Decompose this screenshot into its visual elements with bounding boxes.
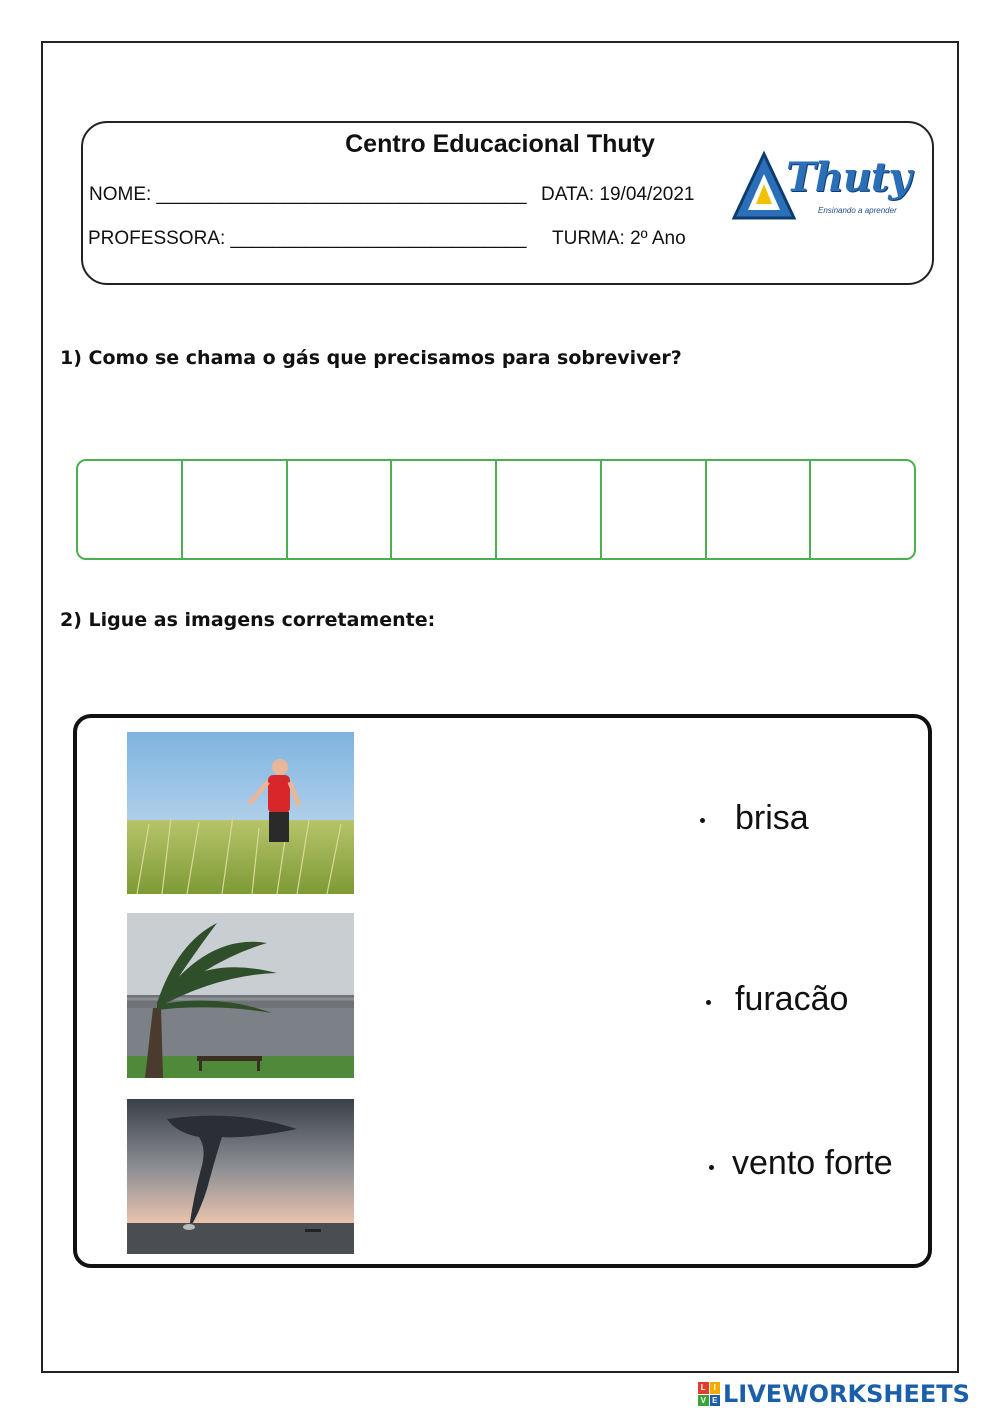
question-1: 1) Como se chama o gás que precisamos para sobreviver? [60, 347, 682, 369]
bullet-dot-icon [706, 1000, 711, 1005]
word-furacao[interactable]: furacão [735, 980, 849, 1018]
liveworksheets-badge-icon: L I V E [698, 1382, 720, 1406]
footer-brand: LIVEWORKSHEETS [723, 1380, 970, 1408]
liveworksheets-logo [698, 1380, 970, 1408]
answer-box-5[interactable] [497, 461, 602, 558]
answer-box-4[interactable] [392, 461, 497, 558]
bullet-dot-icon [700, 818, 705, 823]
tornado-photo[interactable] [127, 1099, 354, 1254]
man-in-breeze-photo[interactable] [127, 732, 354, 894]
logo-tagline: Ensinando a aprender [818, 206, 897, 215]
logo-brand: Thuty [786, 154, 911, 201]
nome-field: NOME: ___________________________________ [89, 184, 527, 205]
question-2: 2) Ligue as imagens corretamente: [60, 609, 436, 631]
professora-field: PROFESSORA: ____________________________ [88, 228, 527, 249]
answer-grid [76, 459, 916, 560]
answer-box-2[interactable] [183, 461, 288, 558]
word-brisa[interactable]: brisa [735, 799, 809, 837]
bullet-dot-icon [709, 1165, 714, 1170]
answer-box-3[interactable] [288, 461, 393, 558]
answer-box-8[interactable] [811, 461, 914, 558]
thuty-logo [730, 148, 920, 228]
turma-field: TURMA: 2º Ano [552, 228, 686, 249]
answer-box-1[interactable] [78, 461, 183, 558]
palm-tree-storm-photo[interactable] [127, 913, 354, 1078]
word-vento-forte[interactable]: vento forte [732, 1144, 893, 1182]
data-field: DATA: 19/04/2021 [541, 184, 695, 205]
answer-box-6[interactable] [602, 461, 707, 558]
answer-box-7[interactable] [707, 461, 812, 558]
school-title: Centro Educacional Thuty [345, 130, 655, 158]
